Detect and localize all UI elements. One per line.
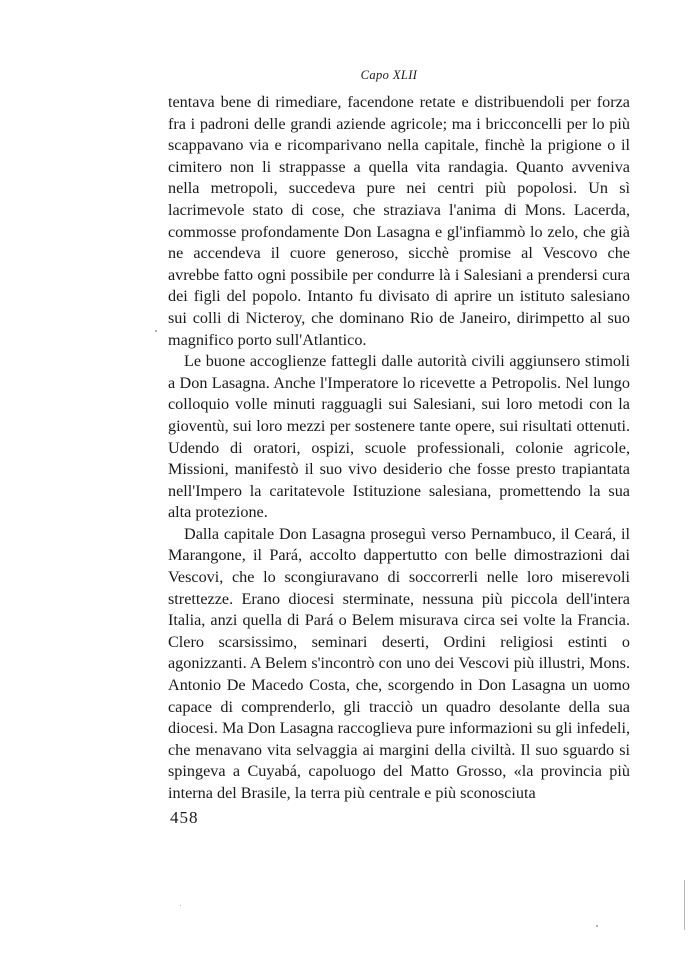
scan-edge-line [684,880,685,930]
paragraph-2: Le buone accoglienze fattegli dalle autorità civili aggiunsero stimoli a Don Lasagna. Anche l'Imperatore lo ricevette a Petropolis. Nel lungo colloquio volle minuti ragguagli sui Salesiani, sui loro metodi con la gioventù, sui loro mezzi per sostenere tante opere, sui risultati ottenuti. Udendo di oratori, ospizi, scuole professionali, colonie agricole, Missioni, manifestò il suo vivo desiderio che fosse presto trapiantata nell'Impero la caritatevole Istituzione salesiana, promettendo la sua alta protezione. [168,352,630,522]
scan-speck [155,330,157,332]
paragraph-3: Dalla capitale Don Lasagna proseguì verso Pernambuco, il Ceará, il Marangone, il Pará, accolto dappertutto con belle dimostrazioni dai Vescovi, che lo scongiuravano di soccorrerli nelle loro miserevoli strettezze. Erano diocesi sterminate, nessuna più piccola dell'intera Italia, anzi quella di Pará o Belem misurava circa sei volte la Francia. Clero scarsissimo, seminari deserti, Ordini religiosi estinti o agonizzanti. A Belem s'incontrò con uno dei Vescovi più illustri, Mons. Antonio De Macedo Costa, che, scorgendo in Don Lasagna un uomo capace di comprenderlo, gli tracciò un quadro desolante della sua diocesi. Ma Don Lasagna raccoglieva pure informazioni su gli infedeli, che menavano vita selvaggia ai margini della civiltà. Il suo sguardo si spingeva a Cuyabá, capoluogo del Matto Grosso, «la provincia più interna del Brasile, la terra più centrale e più sconosciuta [168,524,630,802]
scan-speck [180,905,181,906]
running-head: Capo XLII [360,68,418,82]
paragraph-1: tentava bene di rimediare, facendone retate e distribuendoli per forza fra i padroni delle grandi aziende agricole; ma i bricconcelli per lo più scappavano via e ricomparivano nella capitale, finchè la prigione o il cimitero non li strappasse a quella vita randagia. Quanto avveniva nella metropoli, succedeva pure nei centri più popolosi. Un sì lacrimevole stato di cose, che straziava l'anima di Mons. Lacerda, commosse profondamente Don Lasagna e gl'infiammò lo zelo, che già ne accendeva il cuore generoso, sicchè promise al Vescovo che avrebbe fatto ogni possibile per condurre là i Salesiani a prendersi cura dei figli del popolo. Intanto fu divisato di aprire un istituto salesiano sui colli di Nicteroy, che dominano Rio de Janeiro, dirimpetto al suo magnifico porto sull'Atlantico. [168,93,630,349]
scan-speck [596,925,598,927]
page-number: 458 [170,808,199,827]
body-text [168,92,630,805]
